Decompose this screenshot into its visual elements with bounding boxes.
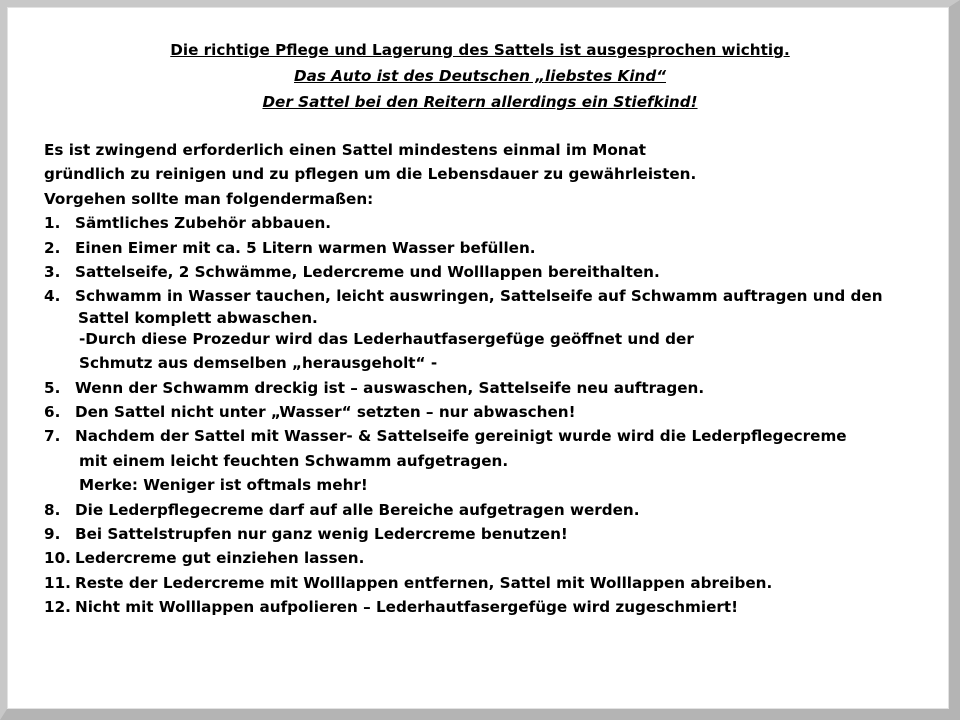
list-item-1 <box>44 211 924 235</box>
step-4-note-line-1: -Durch diese Prozedur wird das Lederhautfasergefüge geöffnet und der <box>79 329 694 348</box>
list-text: Reste der Ledercreme mit Wolllappen entfernen, Sattel mit Wolllappen abreiben. <box>75 573 773 592</box>
list-number: 6. <box>44 402 61 421</box>
step-4-note-line-2: Schmutz aus demselben „herausgeholt“ - <box>79 354 438 373</box>
title-text-1: Die richtige Pflege und Lagerung des Sattels ist ausgesprochen wichtig. <box>170 41 790 59</box>
list-text: Wenn der Schwamm dreckig ist – auswaschen, Sattelseife neu auftragen. <box>75 378 705 397</box>
list-item-9 <box>44 522 924 546</box>
step-7-note-line-1: mit einem leicht feuchten Schwamm aufgetragen. <box>79 451 509 470</box>
title-line-2 <box>0 63 960 89</box>
list-text: Einen Eimer mit ca. 5 Litern warmen Wasser befüllen. <box>75 238 536 257</box>
title-line-3 <box>0 89 960 115</box>
steps-list <box>44 211 924 619</box>
list-number: 11. <box>44 573 71 592</box>
list-item-12 <box>44 595 924 619</box>
list-text: Sämtliches Zubehör abbauen. <box>75 214 332 233</box>
title-block <box>0 37 960 115</box>
list-item-2 <box>44 236 924 260</box>
list-number: 8. <box>44 500 61 519</box>
list-number: 4. <box>44 287 61 306</box>
list-item-7 <box>44 424 924 448</box>
intro-line-3: Vorgehen sollte man folgendermaßen: <box>44 189 374 208</box>
title-text-2: Das Auto ist des Deutschen „liebstes Kind“ <box>294 67 666 85</box>
list-text: Schwamm in Wasser tauchen, leicht auswringen, Sattelseife auf Schwamm auftragen und den <box>75 287 883 306</box>
list-item-5 <box>44 376 924 400</box>
list-number: 5. <box>44 378 61 397</box>
list-number: 2. <box>44 238 61 257</box>
list-text: Den Sattel nicht unter „Wasser“ setzten – nur abwaschen! <box>75 402 576 421</box>
list-item-4 <box>44 284 924 326</box>
list-item-8 <box>44 498 924 522</box>
list-number: 3. <box>44 262 61 281</box>
list-text: Ledercreme gut einziehen lassen. <box>75 549 365 568</box>
list-text: Bei Sattelstrupfen nur ganz wenig Ledercreme benutzen! <box>75 524 568 543</box>
list-number: 10. <box>44 549 71 568</box>
intro-line-1: Es ist zwingend erforderlich einen Sattel mindestens einmal im Monat <box>44 141 647 159</box>
step-7-note-line-2: Merke: Weniger ist oftmals mehr! <box>79 476 368 495</box>
list-text: Nachdem der Sattel mit Wasser- & Sattelseife gereinigt wurde wird die Lederpflegecreme <box>75 427 847 446</box>
list-number: 9. <box>44 524 61 543</box>
list-number: 12. <box>44 598 71 617</box>
list-item-6 <box>44 400 924 424</box>
title-text-3: Der Sattel bei den Reitern allerdings ein Stiefkind! <box>262 93 698 111</box>
title-line-1 <box>0 37 960 63</box>
body-block <box>44 138 924 620</box>
list-number: 1. <box>44 214 61 233</box>
list-text: Nicht mit Wolllappen aufpolieren – Lederhautfasergefüge wird zugeschmiert! <box>75 598 739 617</box>
list-item-11 <box>44 571 924 595</box>
list-text-continuation: Sattel komplett abwaschen. <box>78 308 318 327</box>
list-text: Die Lederpflegecreme darf auf alle Bereiche aufgetragen werden. <box>75 500 640 519</box>
list-item-10 <box>44 546 924 570</box>
list-number: 7. <box>44 427 61 446</box>
list-item-3 <box>44 260 924 284</box>
intro-line-2: gründlich zu reinigen und zu pflegen um die Lebensdauer zu gewährleisten. <box>44 165 697 184</box>
list-text: Sattelseife, 2 Schwämme, Ledercreme und Wolllappen bereithalten. <box>75 262 660 281</box>
